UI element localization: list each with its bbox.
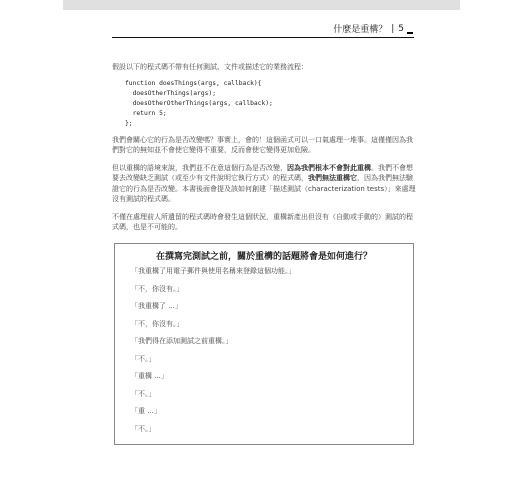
code-line: function doesThings(args, callback){: [125, 79, 262, 87]
header-separator: |: [391, 23, 395, 34]
paragraph-4: 不僅在處理前人所遺留的程式碼時會發生這個狀況，重構新產出但沒有（自動或手動的）測試的程式碼，也是不可能的。: [112, 212, 413, 231]
dialog-line: 「不。」: [131, 389, 156, 398]
dialog-line: 「不。」: [131, 354, 156, 363]
dialog-line: 「重構 ...」: [131, 372, 168, 380]
emphasis-text: 因為我們根本不會對此重構: [287, 162, 371, 172]
code-line: };: [125, 119, 133, 127]
code-line: return 5;: [125, 109, 167, 117]
code-line: doesOtherThings(args);: [125, 89, 216, 97]
dialog-line: 「我們得在添加測試之前重構。」: [131, 337, 233, 345]
intro-paragraph: 假設以下的程式碼不帶有任何測試、文件或描述它的業務流程：: [112, 63, 308, 71]
dialog-line: 「不，你沒有。」: [131, 319, 184, 328]
dialog-line: 「我重構了用電子郵件與使用名稱來登錄這個功能。」: [131, 267, 296, 275]
sidebar-box: [114, 243, 414, 445]
header-rule: [112, 37, 414, 38]
paragraph-2: 我們會關心它的行為是否改變嗎？事實上，會的！這個函式可以一口氣處理一堆事。這僅僅因為我們對它的無知並不會使它變得不重要，反而會使它變得更加危險。: [112, 135, 413, 154]
code-line: doesOtherOtherThings(args, callback);: [125, 99, 273, 107]
page-number: 5: [398, 23, 404, 34]
paragraph-3: [112, 163, 418, 205]
paragraph-3-text: 。我們不會想要去改變缺乏測試（或至少有文件說明它執行方式）的程式碼，: [112, 163, 413, 182]
header-mark-icon: [407, 32, 413, 34]
paragraph-3-text: ，因為我們無法驗證它的行為是否改變。本書後面會提及該如何創建「描述測試（characterization tests）」來處理沒有測試的程式碼。: [112, 174, 416, 203]
emphasis-text: 我們無法重構它: [308, 173, 357, 182]
chapter-title: 什麼是重構？: [333, 25, 388, 35]
dialog-line: 「重 ...」: [131, 407, 161, 415]
code-block: [125, 79, 418, 129]
box-title: 在撰寫完測試之前，關於重構的話題將會是如何進行？: [155, 252, 372, 262]
paragraph-3-text: 但以重構的語境來說，我們並不在意這個行為是否改變，: [112, 163, 287, 172]
dialog-list: [131, 266, 413, 441]
dialog-line: 「不，你沒有。」: [131, 284, 184, 293]
dialog-line: 「我重構了 ...」: [131, 302, 182, 310]
page-content: [112, 62, 418, 240]
running-header: [0, 22, 413, 35]
top-gray-bar: [63, 0, 460, 10]
dialog-line: 「不。」: [131, 424, 156, 433]
